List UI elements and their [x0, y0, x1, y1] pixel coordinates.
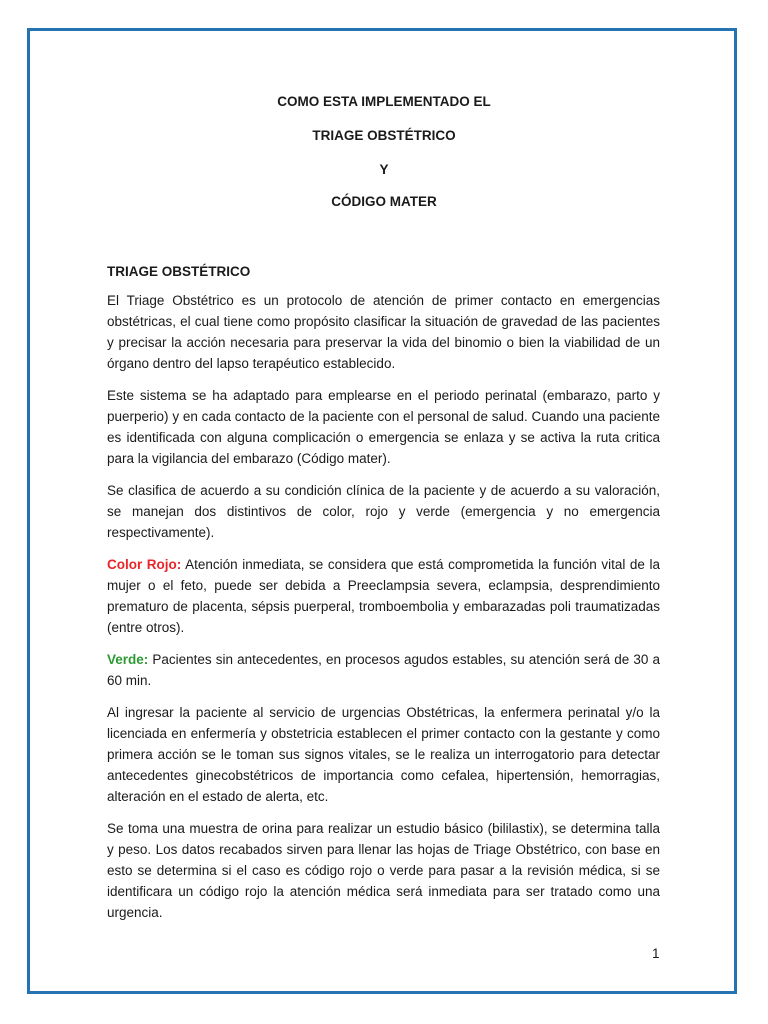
color-rojo-text: Atención inmediata, se considera que está comprometida la función vital de la mujer o el feto, puede ser debida a Preeclampsia severa, eclampsia, desprendimiento prematuro de placenta, sépsis puerperal, tromboembolia y embarazadas poli traumatizadas (entre otros).: [107, 557, 660, 635]
document-body: [107, 261, 660, 934]
section-heading: TRIAGE OBSTÉTRICO: [107, 264, 251, 279]
paragraph-1: El Triage Obstétrico es un protocolo de atención de primer contacto en emergencias obstétricas, el cual tiene como propósito clasificar la situación de gravedad de las pacientes y precisar la acción necesaria para preservar la vida del binomio o bien la viabilidad de un órgano dentro del lapso terapéutico establecido.: [107, 293, 660, 371]
verde-label: Verde:: [107, 652, 149, 667]
page-number: 1: [652, 946, 660, 961]
paragraph-color-rojo: [107, 554, 660, 638]
paragraph-3: Se clasifica de acuerdo a su condición clínica de la paciente y de acuerdo a su valoración, se manejan dos distintivos de color, rojo y verde (emergencia y no emergencia respectivamente).: [107, 483, 660, 540]
title-line-4: CÓDIGO MATER: [331, 194, 437, 209]
paragraph-5: Se toma una muestra de orina para realizar un estudio básico (bililastix), se determina talla y peso. Los datos recabados sirven para llenar las hojas de Triage Obstétrico, con base en esto se determina si el caso es código rojo o verde para pasar a la revisión médica, si se identificara un código rojo la atención médica será inmediata para ser tratado como una urgencia.: [107, 821, 660, 920]
paragraph-verde: [107, 649, 660, 691]
paragraph-4: Al ingresar la paciente al servicio de urgencias Obstétricas, la enfermera perinatal y/o la licenciada en enfermería y obstetricia establecen el primer contacto con la gestante y como primera acción se le toman sus signos vitales, se le realiza un interrogatorio para detectar antecedentes ginecobstétricos de importancia como cefalea, hipertensión, hemorragias, alteración en el estado de alerta, etc.: [107, 705, 660, 804]
paragraph-2: Este sistema se ha adaptado para emplearse en el periodo perinatal (embarazo, parto y puerperio) y en cada contacto de la paciente con el personal de salud. Cuando una paciente es identificada con alguna complicación o emergencia se enlaza y se activa la ruta critica para la vigilancia del embarazo (Código mater).: [107, 388, 660, 466]
verde-text: Pacientes sin antecedentes, en procesos agudos estables, su atención será de 30 a 60 min.: [107, 652, 660, 688]
title-line-2: TRIAGE OBSTÉTRICO: [312, 128, 456, 143]
color-rojo-label: Color Rojo:: [107, 557, 182, 572]
title-line-1: COMO ESTA IMPLEMENTADO EL: [277, 94, 491, 109]
title-line-3: Y: [379, 162, 389, 177]
